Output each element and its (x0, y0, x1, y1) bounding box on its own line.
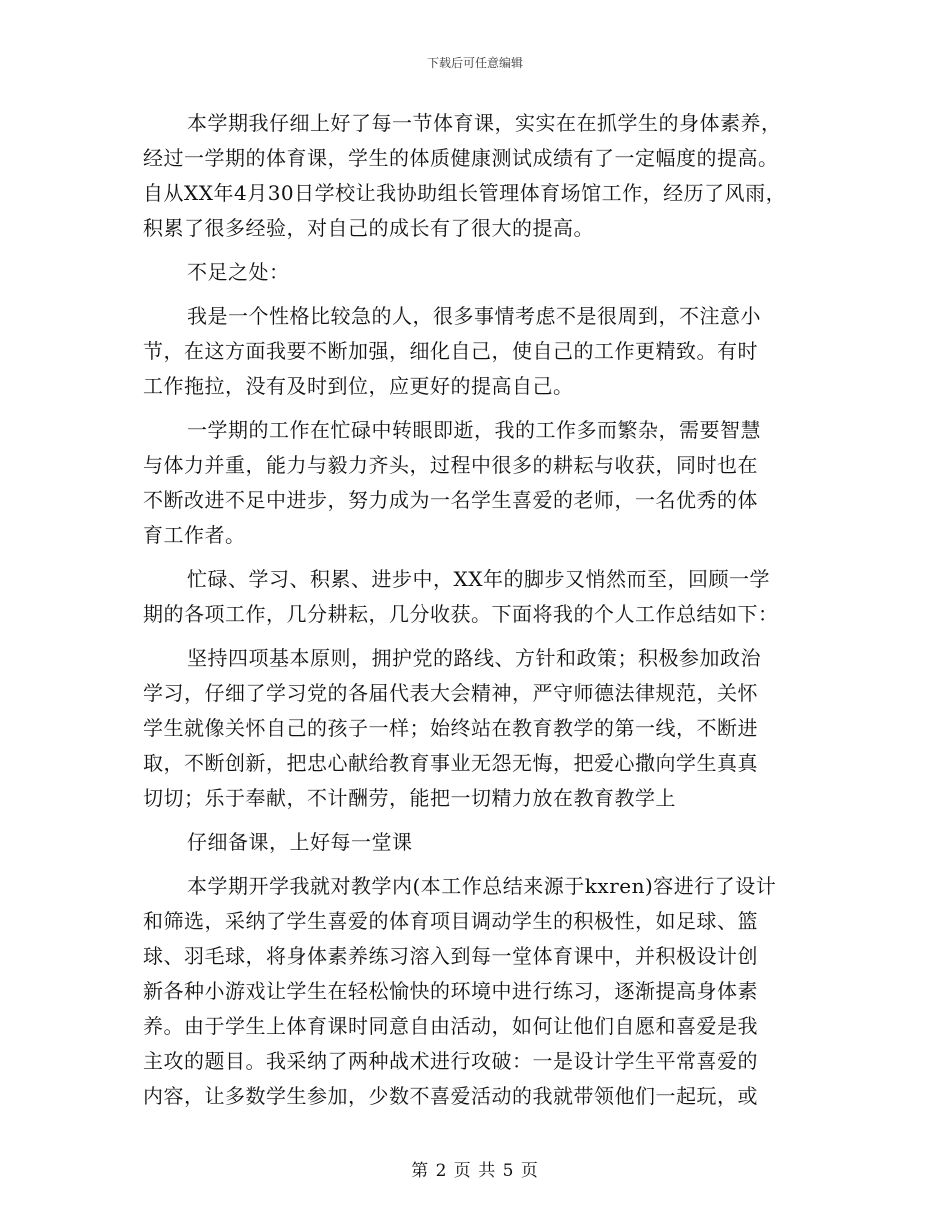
page-header: 下载后可任意编辑 (426, 56, 523, 70)
text-line: 育工作者。 (143, 523, 246, 547)
text-line: 内容，让多数学生参加，少数不喜爱活动的我就带领他们一起玩，或 (143, 1084, 758, 1108)
text-line: 工作拖拉，没有及时到位，应更好的提高自己。 (143, 374, 574, 398)
paragraph (143, 869, 823, 1114)
text-line: 一学期的工作在忙碌中转眼即逝，我的工作多而繁杂，需要智慧 (187, 418, 761, 442)
text-line: 期的各项工作，几分耕耘，几分收获。下面将我的个人工作总结如下： (143, 602, 779, 626)
section-heading: 不足之处： (187, 260, 290, 284)
text-line: 切切；乐于奉献，不计酬劳，能把一切精力放在教育教学上 (143, 786, 676, 810)
text-line: 球、羽毛球，将身体素养练习溶入到每一堂体育课中，并积极设计创 (143, 944, 758, 968)
paragraph (143, 299, 823, 404)
text-line: 我是一个性格比较急的人，很多事情考虑不是很周到，不注意小 (187, 304, 761, 328)
paragraph (143, 825, 823, 860)
text-line: 主攻的题目。我采纳了两种战术进行攻破：一是设计学生平常喜爱的 (143, 1049, 758, 1073)
text-line: 自从XX年4月30日学校让我协助组长管理体育场馆工作，经历了风雨， (143, 181, 787, 205)
paragraph (143, 413, 823, 553)
text-line: 养。由于学生上体育课时同意自由活动，如何让他们自愿和喜爱是我 (143, 1014, 758, 1038)
text-line: 取，不断创新，把忠心献给教育事业无怨无悔，把爱心撒向学生真真 (143, 751, 758, 775)
text-line: 和筛选，采纳了学生喜爱的体育项目调动学生的积极性，如足球、篮 (143, 909, 758, 933)
paragraph (143, 255, 823, 290)
text-line: 本学期开学我就对教学内(本工作总结来源于kxren)容进行了设计 (187, 874, 777, 898)
paragraph (143, 562, 823, 632)
text-line: 节，在这方面我要不断加强，细化自己，使自己的工作更精致。有时 (143, 339, 758, 363)
section-heading: 仔细备课，上好每一堂课 (187, 830, 413, 854)
text-line: 新各种小游戏让学生在轻松愉快的环境中进行练习，逐渐提高身体素 (143, 979, 758, 1003)
page-number-footer: 第 2 页 共 5 页 (411, 1161, 539, 1181)
text-line: 坚持四项基本原则，拥护党的路线、方针和政策；积极参加政治 (187, 646, 761, 670)
text-line: 积累了很多经验，对自己的成长有了很大的提高。 (143, 216, 594, 240)
text-line: 经过一学期的体育课，学生的体质健康测试成绩有了一定幅度的提高。 (143, 146, 779, 170)
text-line: 本学期我仔细上好了每一节体育课，实实在在抓学生的身体素养， (187, 111, 782, 135)
document-body (143, 106, 823, 1114)
text-line: 不断改进不足中进步，努力成为一名学生喜爱的老师，一名优秀的体 (143, 488, 758, 512)
paragraph (143, 641, 823, 816)
text-line: 学生就像关怀自己的孩子一样；始终站在教育教学的第一线，不断进 (143, 716, 758, 740)
text-line: 与体力并重，能力与毅力齐头，过程中很多的耕耘与收获，同时也在 (143, 453, 758, 477)
text-line: 学习，仔细了学习党的各届代表大会精神，严守师德法律规范，关怀 (143, 681, 758, 705)
text-line: 忙碌、学习、积累、进步中，XX年的脚步又悄然而至，回顾一学 (187, 567, 770, 591)
paragraph (143, 106, 823, 246)
